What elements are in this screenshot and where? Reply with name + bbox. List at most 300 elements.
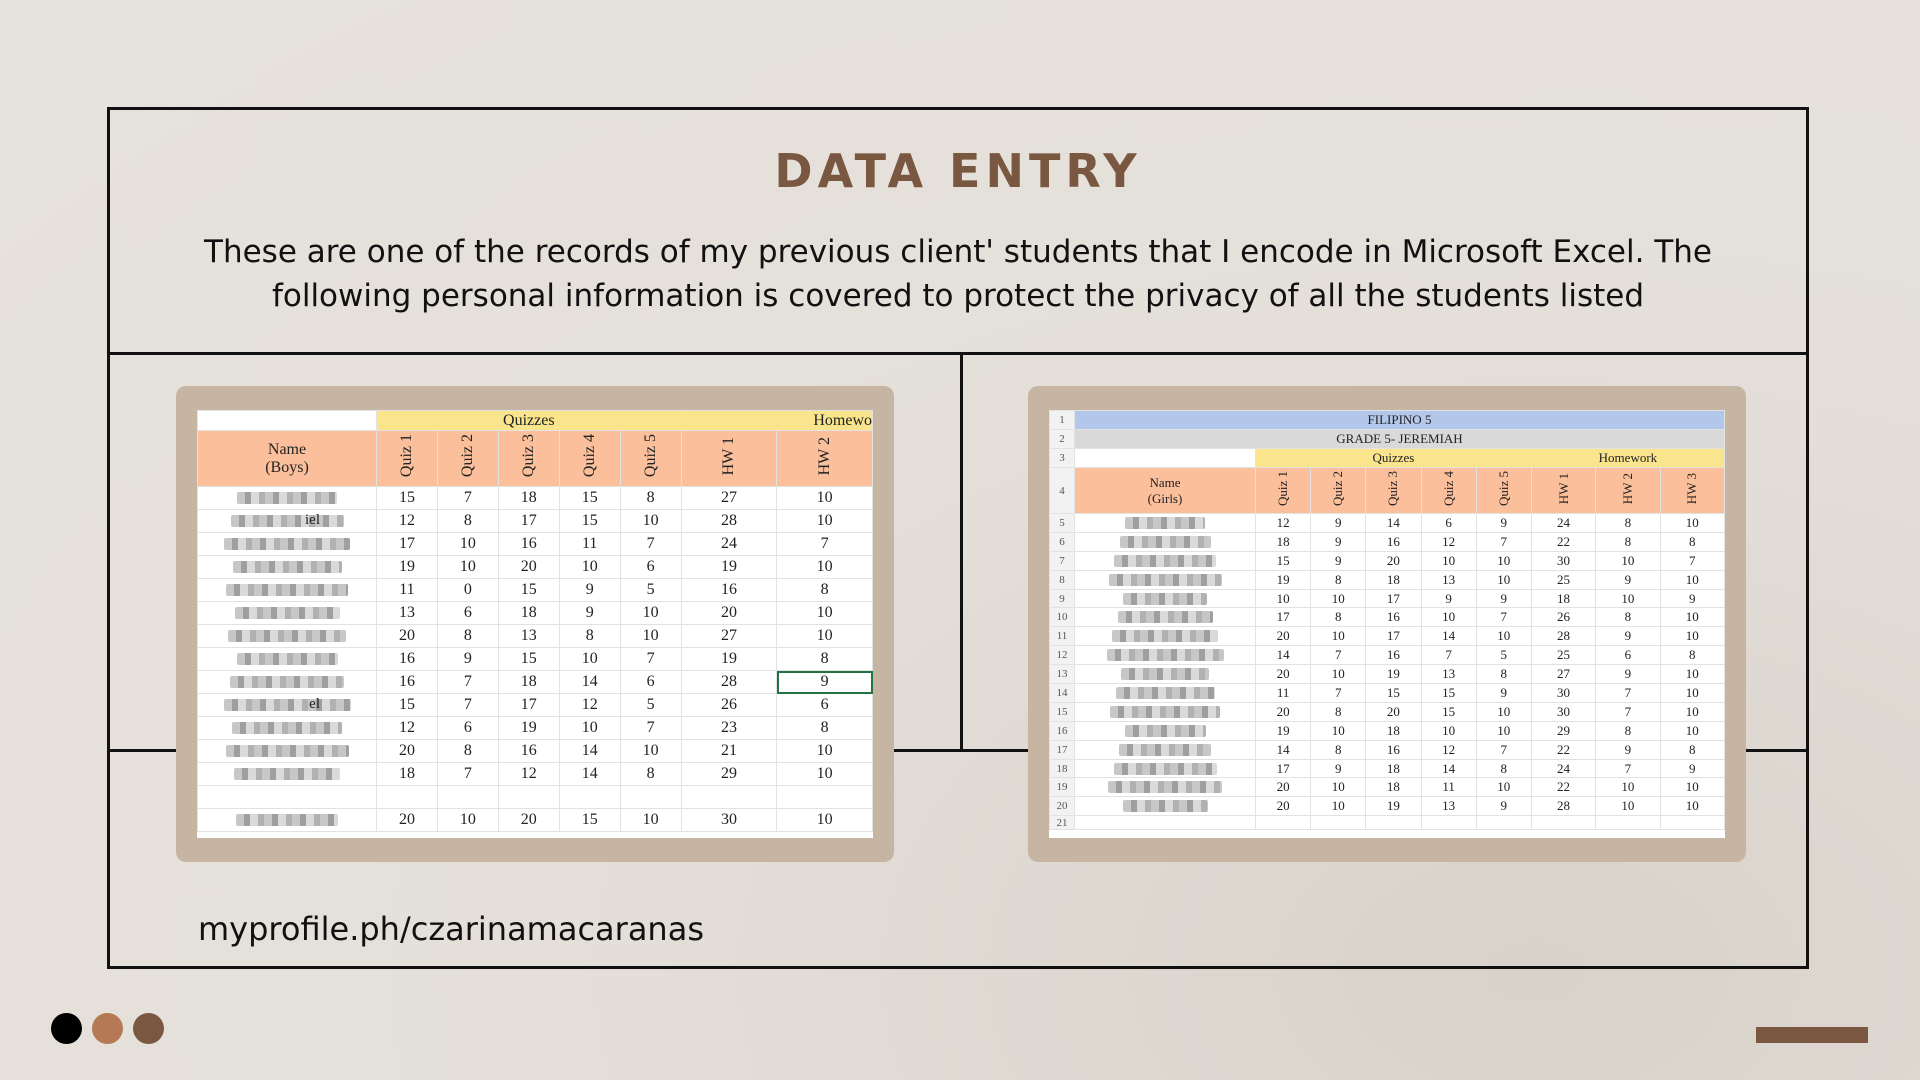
score-cell: 10: [620, 602, 681, 625]
score-cell: 28: [1531, 627, 1595, 646]
score-cell: 14: [559, 671, 620, 694]
redacted-name: [226, 745, 349, 757]
quizzes-group-header: Quizzes: [1256, 449, 1532, 468]
score-cell: 10: [1476, 721, 1531, 740]
score-cell: 11: [1421, 778, 1476, 797]
name-fragment: el: [309, 696, 320, 712]
table-row: [198, 510, 873, 533]
score-cell: 15: [1256, 551, 1311, 570]
column-header: [377, 431, 438, 487]
score-cell: 18: [377, 763, 438, 786]
redacted-name: [237, 492, 337, 504]
score-cell: 9: [1660, 759, 1724, 778]
table-row: [1050, 816, 1725, 830]
name-cell: [198, 763, 377, 786]
score-cell: 19: [1366, 665, 1421, 684]
score-cell: 9: [559, 602, 620, 625]
score-cell: 10: [1311, 589, 1366, 608]
column-header-label: HW 2: [815, 436, 833, 476]
homework-group-header: Homework: [1531, 449, 1724, 468]
table-row: [1050, 532, 1725, 551]
row-number: 5: [1050, 514, 1075, 533]
row-number: 4: [1050, 468, 1075, 514]
score-cell: 9: [1311, 514, 1366, 533]
name-header: [198, 431, 377, 487]
redacted-name: [1118, 611, 1213, 623]
column-header: [620, 431, 681, 487]
score-cell: 17: [1366, 627, 1421, 646]
score-cell: 8: [1596, 608, 1660, 627]
score-cell: 10: [1476, 551, 1531, 570]
score-cell: 14: [1366, 514, 1421, 533]
score-cell: 27: [1531, 665, 1595, 684]
score-cell: 16: [1366, 608, 1421, 627]
column-header: [1596, 468, 1660, 514]
score-cell: 8: [1596, 721, 1660, 740]
table-row: [198, 671, 873, 694]
column-header: [1476, 468, 1531, 514]
score-cell: 9: [1311, 759, 1366, 778]
score-cell: 13: [498, 625, 559, 648]
table-row: [1050, 759, 1725, 778]
slide-description: These are one of the records of my previous client' students that I encode in Microsoft Excel. The following personal information is covered to protect the privacy of all the students listed: [204, 234, 1712, 314]
score-cell: 12: [1256, 514, 1311, 533]
score-cell: 7: [1660, 551, 1724, 570]
score-cell: 12: [377, 717, 438, 740]
score-cell: 15: [498, 579, 559, 602]
score-cell: 6: [777, 694, 873, 717]
column-header: [1366, 468, 1421, 514]
score-cell: 27: [681, 487, 777, 510]
score-cell: 20: [377, 809, 438, 832]
homework-group-header: Homewo: [681, 411, 872, 431]
score-cell: 10: [1476, 570, 1531, 589]
score-cell: 9: [1596, 570, 1660, 589]
score-cell: 19: [681, 648, 777, 671]
score-cell: 10: [1311, 797, 1366, 816]
score-cell: 24: [681, 533, 777, 556]
score-cell: 12: [1421, 532, 1476, 551]
score-cell: 10: [1311, 721, 1366, 740]
name-cell: [1075, 514, 1256, 533]
score-cell: 6: [437, 602, 498, 625]
column-header: [559, 431, 620, 487]
score-cell: 10: [777, 602, 873, 625]
score-cell: 8: [777, 648, 873, 671]
score-cell: 27: [681, 625, 777, 648]
row-number: 6: [1050, 532, 1075, 551]
score-cell: 14: [559, 740, 620, 763]
score-cell: 16: [377, 671, 438, 694]
score-cell: 23: [681, 717, 777, 740]
score-cell: 15: [559, 809, 620, 832]
table-row: [198, 579, 873, 602]
redacted-name: [237, 653, 338, 665]
score-cell: 7: [1311, 646, 1366, 665]
score-cell: 13: [1421, 570, 1476, 589]
score-cell: [777, 786, 873, 809]
redacted-name: [1114, 555, 1216, 567]
score-cell: 13: [1421, 665, 1476, 684]
score-cell: 20: [1256, 778, 1311, 797]
column-header-label: Quiz 4: [1440, 470, 1456, 507]
table-row: [1050, 740, 1725, 759]
score-cell: 20: [377, 740, 438, 763]
name-cell: [198, 740, 377, 763]
name-cell: [1075, 589, 1256, 608]
score-cell: 16: [1366, 740, 1421, 759]
score-cell: 10: [1421, 608, 1476, 627]
row-number: 20: [1050, 797, 1075, 816]
table-row: [198, 556, 873, 579]
column-header: [498, 431, 559, 487]
table-row: [1050, 721, 1725, 740]
column-header: [1660, 468, 1724, 514]
table-row: [1050, 627, 1725, 646]
score-cell: 18: [1256, 532, 1311, 551]
empty-cell: [1075, 816, 1256, 830]
score-cell: 10: [1421, 551, 1476, 570]
score-cell: 8: [437, 510, 498, 533]
column-header-label: Quiz 5: [1495, 470, 1511, 507]
score-cell: 10: [1596, 797, 1660, 816]
score-cell: 29: [681, 763, 777, 786]
profile-url[interactable]: myprofile.ph/czarinamacaranas: [198, 910, 704, 948]
score-cell: 20: [1256, 702, 1311, 721]
score-cell: 17: [377, 533, 438, 556]
column-header: [1256, 468, 1311, 514]
score-cell: 20: [681, 602, 777, 625]
column-header: [681, 431, 777, 487]
name-fragment: iel: [305, 512, 320, 528]
blank-cell: [1075, 449, 1256, 468]
score-cell: 7: [777, 533, 873, 556]
table-row: [1050, 514, 1725, 533]
column-header-label: HW 2: [1619, 472, 1635, 505]
score-cell: 10: [437, 533, 498, 556]
score-cell: 10: [1476, 702, 1531, 721]
name-cell: [1075, 740, 1256, 759]
name-cell: [198, 625, 377, 648]
score-cell: 0: [437, 579, 498, 602]
score-cell: 15: [559, 510, 620, 533]
column-header-label: Quiz 5: [641, 434, 659, 478]
score-cell: 19: [1256, 570, 1311, 589]
score-cell: 14: [1421, 759, 1476, 778]
group-header-row: [198, 411, 873, 431]
score-cell: 10: [777, 510, 873, 533]
row-number: 14: [1050, 684, 1075, 703]
score-cell: 6: [1596, 646, 1660, 665]
name-cell: [198, 809, 377, 832]
score-cell: 10: [777, 556, 873, 579]
redacted-name: [234, 768, 340, 780]
score-cell: 9: [437, 648, 498, 671]
column-header-row: [1050, 468, 1725, 514]
row-number: 10: [1050, 608, 1075, 627]
score-cell: 10: [620, 740, 681, 763]
score-cell: 8: [1596, 532, 1660, 551]
score-cell: 7: [437, 694, 498, 717]
score-cell: 28: [681, 671, 777, 694]
score-cell: 10: [1311, 665, 1366, 684]
score-cell: 10: [1660, 684, 1724, 703]
score-cell: 10: [1596, 551, 1660, 570]
redacted-name: [231, 515, 344, 527]
name-cell: [1075, 608, 1256, 627]
redacted-name: [1116, 687, 1215, 699]
score-cell: 24: [1531, 514, 1595, 533]
score-cell: 8: [1476, 759, 1531, 778]
redacted-name: [1121, 668, 1209, 680]
score-cell: 9: [1311, 551, 1366, 570]
score-cell: 5: [620, 694, 681, 717]
score-cell: 10: [777, 625, 873, 648]
score-cell: 9: [1596, 740, 1660, 759]
score-cell: 10: [1596, 778, 1660, 797]
score-cell: 7: [1476, 740, 1531, 759]
table-row: [198, 717, 873, 740]
name-cell: [1075, 627, 1256, 646]
name-cell: [1075, 532, 1256, 551]
score-cell: 8: [1311, 702, 1366, 721]
redacted-name: [233, 561, 342, 573]
score-cell: 10: [777, 487, 873, 510]
score-cell: 18: [498, 487, 559, 510]
score-cell: 10: [620, 625, 681, 648]
score-cell: 17: [1366, 589, 1421, 608]
redacted-name: [224, 538, 350, 550]
name-header-sub: (Boys): [265, 458, 309, 476]
row-number: 2: [1050, 430, 1075, 449]
column-header-label: Quiz 4: [580, 434, 598, 478]
score-cell: 26: [681, 694, 777, 717]
score-cell: 9: [777, 671, 873, 694]
score-cell: 20: [1256, 665, 1311, 684]
score-cell: 7: [437, 671, 498, 694]
score-cell: 29: [1531, 721, 1595, 740]
score-cell: 30: [1531, 551, 1595, 570]
score-cell: 9: [1476, 684, 1531, 703]
score-cell: 12: [377, 510, 438, 533]
score-cell: 18: [498, 602, 559, 625]
row-number: 16: [1050, 721, 1075, 740]
redacted-name: [1109, 574, 1222, 586]
score-cell: [437, 786, 498, 809]
table-row: [1050, 684, 1725, 703]
score-cell: 7: [1596, 702, 1660, 721]
quizzes-group-header: Quizzes: [377, 411, 682, 431]
score-cell: 16: [681, 579, 777, 602]
decor-dot-tan: [92, 1013, 123, 1044]
score-cell: 16: [498, 740, 559, 763]
score-cell: 20: [1366, 702, 1421, 721]
redacted-name: [1120, 536, 1211, 548]
score-cell: 15: [559, 487, 620, 510]
redacted-name: [226, 584, 348, 596]
table-row: [1050, 646, 1725, 665]
score-cell: 18: [1366, 778, 1421, 797]
score-cell: 7: [620, 648, 681, 671]
score-cell: 7: [1421, 646, 1476, 665]
score-cell: 17: [498, 510, 559, 533]
row-number: 8: [1050, 570, 1075, 589]
score-cell: 18: [1531, 589, 1595, 608]
table-row: [198, 625, 873, 648]
score-cell: 30: [681, 809, 777, 832]
score-cell: 7: [1476, 532, 1531, 551]
empty-cell: [1421, 816, 1476, 830]
score-cell: 8: [559, 625, 620, 648]
name-cell: [1075, 778, 1256, 797]
score-cell: 8: [1660, 646, 1724, 665]
score-cell: 22: [1531, 532, 1595, 551]
score-cell: 9: [1476, 514, 1531, 533]
score-cell: 18: [1366, 721, 1421, 740]
empty-cell: [1311, 816, 1366, 830]
redacted-name: [1114, 763, 1217, 775]
score-cell: 20: [1366, 551, 1421, 570]
row-number: 11: [1050, 627, 1075, 646]
score-cell: 19: [498, 717, 559, 740]
group-header-row: [1050, 449, 1725, 468]
score-cell: 8: [777, 717, 873, 740]
blank-cell: [198, 411, 377, 431]
score-cell: 10: [1311, 778, 1366, 797]
decor-dot-black: [51, 1013, 82, 1044]
score-cell: [498, 786, 559, 809]
table-row: [1050, 589, 1725, 608]
table-row: [198, 694, 873, 717]
score-cell: 17: [498, 694, 559, 717]
score-cell: 10: [1476, 778, 1531, 797]
name-cell: [198, 602, 377, 625]
score-cell: 7: [620, 533, 681, 556]
score-cell: 8: [1660, 532, 1724, 551]
table-row: [198, 809, 873, 832]
score-cell: 8: [620, 763, 681, 786]
score-cell: 8: [1311, 570, 1366, 589]
name-cell: [1075, 646, 1256, 665]
column-header-label: Quiz 1: [1275, 470, 1291, 507]
name-cell: [198, 694, 377, 717]
score-cell: 8: [1660, 740, 1724, 759]
score-cell: 7: [620, 717, 681, 740]
redacted-name: [1119, 744, 1211, 756]
score-cell: 18: [498, 671, 559, 694]
column-header-label: HW 3: [1684, 472, 1700, 505]
score-cell: 20: [377, 625, 438, 648]
score-cell: 7: [437, 487, 498, 510]
score-cell: 18: [1366, 759, 1421, 778]
redacted-name: [1125, 517, 1205, 529]
slide-title: DATA ENTRY: [774, 144, 1142, 198]
score-cell: 6: [620, 556, 681, 579]
score-cell: 10: [559, 648, 620, 671]
divider-top: [110, 352, 1806, 355]
table-row: [198, 740, 873, 763]
name-cell: [198, 717, 377, 740]
score-cell: 10: [1660, 778, 1724, 797]
table-row: [1050, 778, 1725, 797]
name-cell: [198, 556, 377, 579]
redacted-name: [236, 814, 338, 826]
score-cell: 8: [1596, 514, 1660, 533]
score-cell: 6: [620, 671, 681, 694]
decor-bar: [1756, 1027, 1868, 1043]
score-cell: 7: [1596, 759, 1660, 778]
score-cell: 25: [1531, 570, 1595, 589]
column-header-row: [198, 431, 873, 487]
score-cell: 10: [1311, 627, 1366, 646]
redacted-name: [1123, 800, 1208, 812]
column-header: [1311, 468, 1366, 514]
name-header-label: Name: [267, 440, 307, 458]
name-cell: [1075, 551, 1256, 570]
content-frame: [107, 107, 1809, 969]
left-sheet-card: [176, 386, 894, 862]
score-cell: 13: [1421, 797, 1476, 816]
column-header: [777, 431, 873, 487]
redacted-name: [1108, 781, 1222, 793]
empty-cell: [1531, 816, 1595, 830]
score-cell: 10: [777, 740, 873, 763]
score-cell: 22: [1531, 778, 1595, 797]
score-cell: 30: [1531, 702, 1595, 721]
table-row: [1050, 665, 1725, 684]
name-cell: [1075, 702, 1256, 721]
score-cell: 8: [1311, 608, 1366, 627]
score-cell: 13: [377, 602, 438, 625]
column-header-label: Quiz 3: [1385, 470, 1401, 507]
score-cell: 8: [1311, 740, 1366, 759]
score-cell: 10: [437, 556, 498, 579]
name-cell: [198, 487, 377, 510]
score-cell: 14: [1421, 627, 1476, 646]
score-cell: 10: [1660, 514, 1724, 533]
score-cell: 16: [498, 533, 559, 556]
score-cell: 24: [1531, 759, 1595, 778]
subject-row: [1050, 411, 1725, 430]
name-cell: [198, 786, 377, 809]
score-cell: 10: [777, 809, 873, 832]
score-cell: [681, 786, 777, 809]
column-header-label: HW 1: [1555, 472, 1571, 505]
row-number: 9: [1050, 589, 1075, 608]
name-cell: [1075, 570, 1256, 589]
score-cell: 9: [1311, 532, 1366, 551]
score-cell: 9: [1476, 589, 1531, 608]
column-header: [437, 431, 498, 487]
score-cell: 19: [377, 556, 438, 579]
decor-dot-brown: [133, 1013, 164, 1044]
score-cell: 20: [1256, 797, 1311, 816]
score-cell: 14: [1256, 646, 1311, 665]
score-cell: 22: [1531, 740, 1595, 759]
table-row: [198, 533, 873, 556]
score-cell: 15: [377, 487, 438, 510]
empty-cell: [1596, 816, 1660, 830]
score-cell: 5: [620, 579, 681, 602]
score-cell: 10: [1660, 608, 1724, 627]
table-row: [198, 487, 873, 510]
column-header: [1531, 468, 1595, 514]
name-cell: [198, 510, 377, 533]
name-cell: [198, 648, 377, 671]
row-number: 18: [1050, 759, 1075, 778]
score-cell: 10: [559, 556, 620, 579]
name-cell: [1075, 759, 1256, 778]
